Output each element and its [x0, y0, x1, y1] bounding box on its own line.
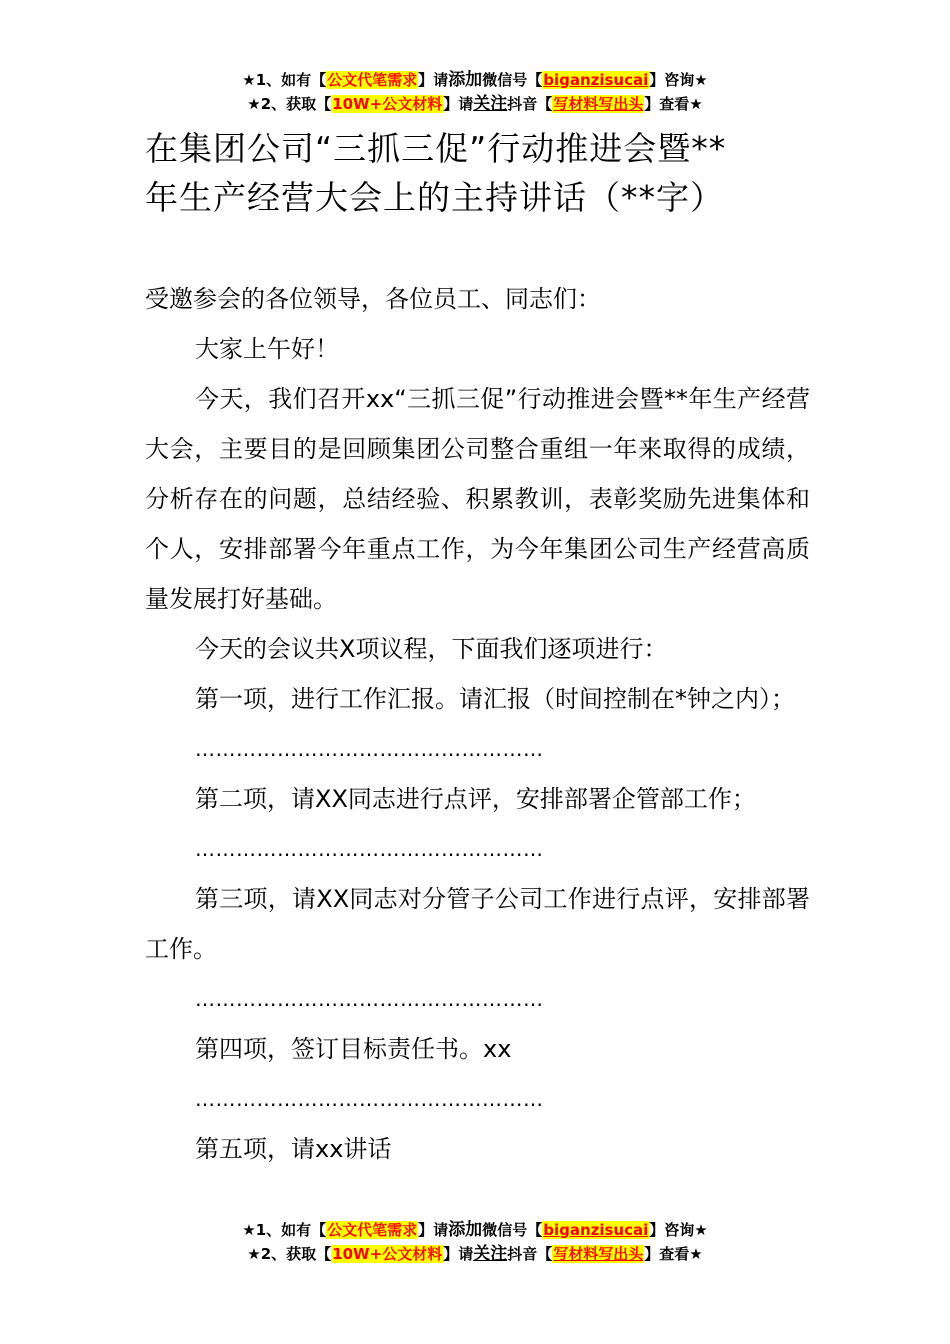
document-body: [145, 274, 810, 1174]
douyin-account-link[interactable]: 写材料写出头: [553, 95, 644, 113]
document-title: [145, 124, 825, 222]
footer-ad-line-2: ★2、获取【10W+公文材料】请关注抖音【写材料写出头】查看★: [247, 1244, 703, 1264]
intro-paragraph: 今天，我们召开xx“三抓三促”行动推进会暨**年生产经营大会，主要目的是回顾集团公司整合重组一年来取得的成绩，分析存在的问题，总结经验、积累教训，表彰奖励先进集体和个人，安排部署今年重点工作，为今年集团公司生产经营高质量发展打好基础。: [145, 385, 810, 613]
ellipsis-separator: ……………………………………………: [195, 987, 544, 1011]
header-ad: [0, 68, 950, 116]
greeting: 大家上午好！: [195, 335, 339, 363]
footer-ad: [0, 1218, 950, 1266]
service-highlight: 公文代笔需求: [327, 1221, 418, 1239]
agenda-item-3: 第三项，请XX同志对分管子公司工作进行点评，安排部署工作。: [145, 885, 810, 963]
materials-highlight: 10W+公文材料: [332, 1245, 443, 1263]
agenda-item-2: 第二项，请XX同志进行点评，安排部署企管部工作；: [195, 785, 756, 813]
header-ad-line-1: ★1、如有【公文代笔需求】请添加微信号【biganzisucai】咨询★: [242, 70, 708, 90]
douyin-account-link[interactable]: 写材料写出头: [553, 1245, 644, 1263]
agenda-item-4: 第四项，签订目标责任书。xx: [195, 1035, 512, 1063]
title-line-1: 在集团公司“三抓三促”行动推进会暨**: [145, 129, 727, 168]
service-highlight: 公文代笔需求: [327, 71, 418, 89]
salutation: 受邀参会的各位领导，各位员工、同志们：: [145, 285, 601, 313]
agenda-intro: 今天的会议共X项议程，下面我们逐项进行：: [195, 635, 668, 663]
title-line-2: 年生产经营大会上的主持讲话（**字）: [145, 178, 724, 217]
ellipsis-separator: ……………………………………………: [195, 1087, 544, 1111]
footer-ad-line-1: ★1、如有【公文代笔需求】请添加微信号【biganzisucai】咨询★: [242, 1220, 708, 1240]
materials-highlight: 10W+公文材料: [332, 95, 443, 113]
agenda-item-5: 第五项，请xx讲话: [195, 1135, 392, 1163]
ellipsis-separator: ……………………………………………: [195, 837, 544, 861]
wechat-id-link[interactable]: biganzisucai: [543, 71, 649, 89]
wechat-id-link[interactable]: biganzisucai: [543, 1221, 649, 1239]
ellipsis-separator: ……………………………………………: [195, 737, 544, 761]
header-ad-line-2: ★2、获取【10W+公文材料】请关注抖音【写材料写出头】查看★: [247, 94, 703, 114]
agenda-item-1: 第一项，进行工作汇报。请汇报（时间控制在*钟之内）；: [195, 685, 795, 713]
